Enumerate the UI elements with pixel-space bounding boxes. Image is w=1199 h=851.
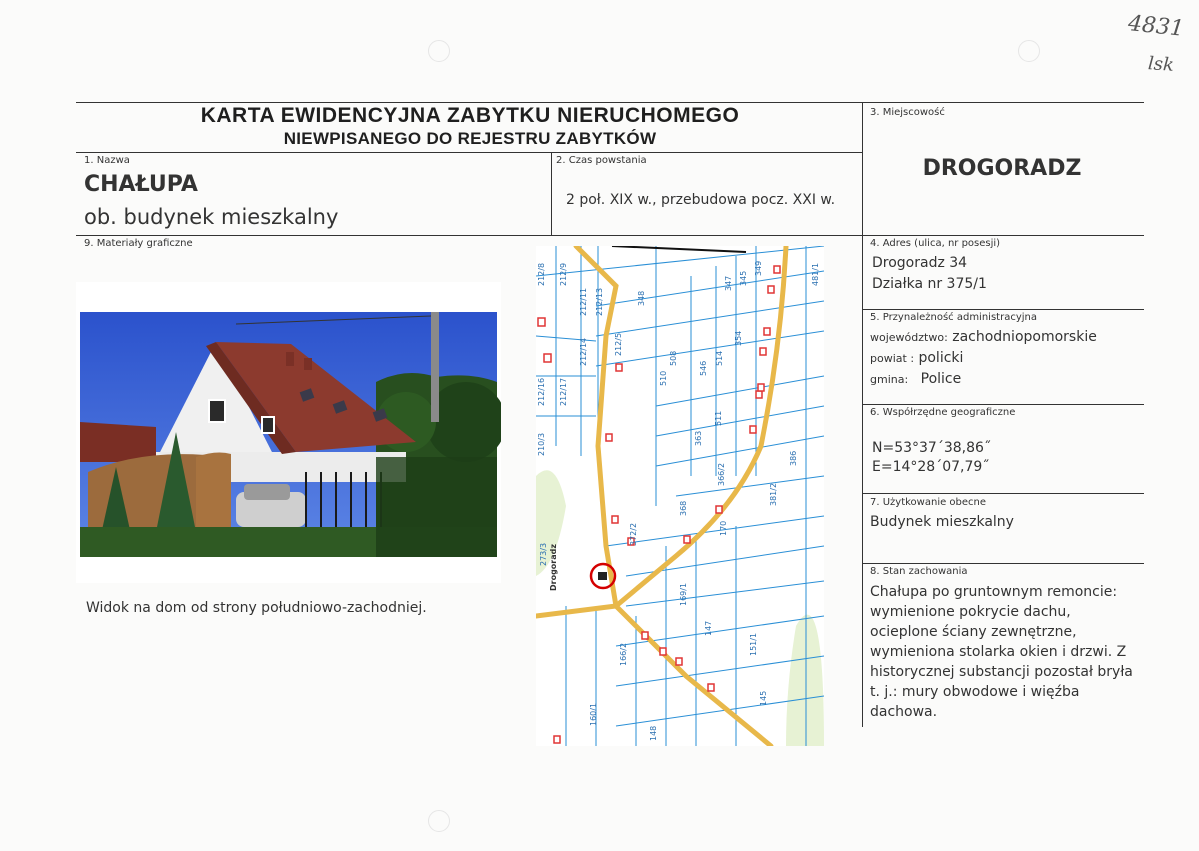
svg-text:345: 345 [739, 270, 748, 286]
svg-text:273/3: 273/3 [539, 542, 548, 566]
svg-text:372/2: 372/2 [629, 522, 638, 546]
svg-text:166/2: 166/2 [619, 642, 628, 666]
svg-text:386: 386 [789, 450, 798, 466]
rule-wspolrzedne-bottom [862, 493, 1144, 494]
rule-name-bottom [76, 235, 1144, 236]
svg-text:212/9: 212/9 [559, 262, 568, 286]
photo-caption: Widok na dom od strony południowo-zachodniej. [86, 600, 427, 616]
adres-line2: Działka nr 375/1 [872, 276, 987, 292]
uzytkowanie-label: 7. Użytkowanie obecne [870, 497, 987, 508]
svg-text:212/16: 212/16 [537, 377, 546, 406]
house-photo-image [76, 282, 501, 583]
svg-text:212/17: 212/17 [559, 377, 568, 406]
punch-hole-top [428, 40, 450, 62]
svg-text:212/8: 212/8 [537, 262, 546, 286]
svg-text:169/1: 169/1 [679, 582, 688, 606]
svg-text:481/1: 481/1 [811, 262, 820, 286]
adres-label: 4. Adres (ulica, nr posesji) [870, 238, 1001, 249]
svg-text:347: 347 [724, 275, 733, 291]
document-title: KARTA EWIDENCYJNA ZABYTKU NIERUCHOMEGO [200, 104, 740, 127]
miejscowosc-label: 3. Miejscowość [870, 107, 945, 118]
gmina-value: Police [920, 371, 962, 387]
cadastral-map-image [536, 246, 824, 746]
rule-top [76, 102, 1144, 103]
nazwa-label: 1. Nazwa [84, 155, 130, 166]
powiat-value: policki [918, 350, 964, 366]
divider-name-date [551, 152, 552, 235]
rule-adres-bottom [862, 309, 1144, 310]
wojewodztwo-row [870, 329, 1097, 345]
czas-value: 2 poł. XIX w., przebudowa pocz. XXI w. [566, 192, 836, 208]
rule-przynaleznosc-bottom [862, 404, 1144, 405]
svg-text:170: 170 [719, 520, 728, 536]
rule-title-bottom [76, 152, 862, 153]
svg-text:145: 145 [759, 690, 768, 706]
svg-text:212/11: 212/11 [579, 287, 588, 316]
wojewodztwo-label: województwo: [870, 331, 948, 344]
svg-text:511: 511 [714, 410, 723, 426]
svg-text:210/3: 210/3 [537, 432, 546, 456]
svg-text:148: 148 [649, 725, 658, 741]
svg-text:212/5: 212/5 [614, 332, 623, 356]
svg-text:510: 510 [659, 370, 668, 386]
przynaleznosc-label: 5. Przynależność administracyjna [870, 312, 1037, 323]
svg-text:546: 546 [699, 360, 708, 376]
svg-text:349: 349 [754, 260, 763, 276]
stan-value: Chałupa po gruntownym remoncie: wymienione pokrycie dachu, ocieplone ściany zewnętrzne, wymieniona stolarka okien i drzwi. Z historycznej substancji pozostał bryła t. j.: mury obwodowe i więźba dachowa. [870, 584, 1133, 720]
svg-text:366/2: 366/2 [717, 462, 726, 486]
handwritten-number: 4831 [1126, 11, 1186, 42]
svg-text:147: 147 [704, 620, 713, 636]
powiat-row [870, 350, 963, 366]
svg-text:212/13: 212/13 [595, 287, 604, 316]
handwritten-initials: lsk [1147, 53, 1175, 76]
cadastral-map [536, 246, 824, 746]
svg-text:381/2: 381/2 [769, 482, 778, 506]
rule-uzytkowanie-bottom [862, 563, 1144, 564]
wspolrzedne-label: 6. Współrzędne geograficzne [870, 407, 1016, 418]
gmina-row [870, 371, 961, 387]
nazwa-subvalue: ob. budynek mieszkalny [84, 205, 339, 229]
svg-text:363: 363 [694, 430, 703, 446]
svg-text:368: 368 [679, 500, 688, 516]
document-subtitle: NIEWPISANEGO DO REJESTRU ZABYTKÓW [283, 129, 657, 148]
punch-hole-bottom [428, 810, 450, 832]
svg-text:160/1: 160/1 [589, 702, 598, 726]
adres-line1: Drogoradz 34 [872, 255, 968, 271]
wspolrzedne-e: E=14°28´07,79˝ [872, 459, 990, 475]
uzytkowanie-value: Budynek mieszkalny [870, 514, 1014, 530]
miejscowosc-value: DROGORADZ [922, 156, 1082, 181]
svg-text:508: 508 [669, 350, 678, 366]
svg-text:348: 348 [637, 290, 646, 306]
svg-text:Drogoradz: Drogoradz [549, 543, 558, 591]
powiat-label: powiat : [870, 352, 915, 365]
svg-text:212/14: 212/14 [579, 337, 588, 366]
gmina-label: gmina: [870, 373, 909, 386]
materialy-label: 9. Materiały graficzne [84, 238, 193, 249]
svg-text:354: 354 [734, 330, 743, 346]
svg-text:151/1: 151/1 [749, 632, 758, 656]
wspolrzedne-n: N=53°37´38,86˝ [872, 440, 991, 456]
nazwa-value: CHAŁUPA [84, 172, 198, 197]
czas-label: 2. Czas powstania [556, 155, 647, 166]
punch-hole-right [1018, 40, 1040, 62]
house-photo [76, 282, 501, 583]
wojewodztwo-value: zachodniopomorskie [952, 329, 1097, 345]
stan-label: 8. Stan zachowania [870, 566, 968, 577]
svg-text:514: 514 [715, 350, 724, 366]
divider-main-right [862, 102, 863, 727]
